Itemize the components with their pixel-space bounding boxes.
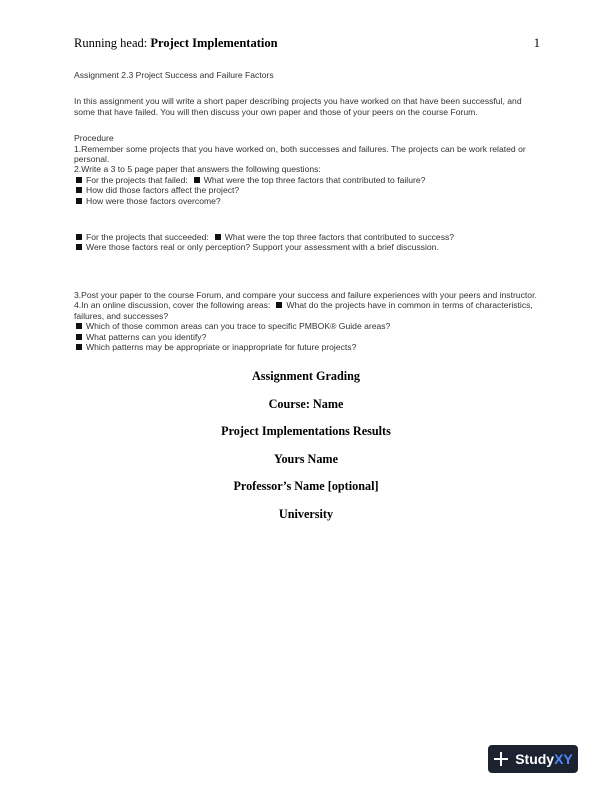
list-item: What patterns can you identify? [74, 332, 544, 342]
procedure-step-2: 2.Write a 3 to 5 page paper that answers the following questions: [74, 164, 321, 175]
list-item: How were those factors overcome? [74, 196, 544, 206]
bullet-icon [76, 198, 82, 204]
bullet-icon [76, 234, 82, 240]
list-item: For the projects that succeeded: What were the top three factors that contributed to success? [74, 232, 544, 242]
cover-line-professor: Professor’s Name [optional] [233, 479, 379, 493]
assignment-title: Assignment 2.3 Project Success and Failure Factors [74, 70, 274, 80]
running-head-label: Running head: [74, 36, 151, 50]
bullet-icon [76, 344, 82, 350]
cover-line-assignment: Assignment Grading [251, 369, 360, 383]
list-item: How did those factors affect the project? [74, 185, 544, 195]
cover-line-author: Yours Name [274, 451, 338, 466]
list-item: Were those factors real or only perception? Support your assessment with a brief discussion. [74, 242, 544, 252]
plus-icon [493, 751, 509, 767]
cover-line-course: Course: Name [268, 396, 344, 411]
list-item: For the projects that failed: What were the top three factors that contributed to failure? [74, 175, 544, 185]
procedure-heading: Procedure [74, 133, 114, 144]
studyxy-logo [488, 745, 578, 773]
page-number: 1 [533, 36, 540, 50]
running-head-title: Project Implementation [150, 36, 278, 50]
bullet-icon [76, 244, 82, 250]
title-page-block [0, 369, 612, 534]
cover-line-title: Project Implementations Results [221, 424, 391, 438]
list-item: Which patterns may be appropriate or inappropriate for future projects? [74, 342, 544, 352]
procedure-step-1: 1.Remember some projects that you have worked on, both successes and failures. The projects can be work related or personal. [74, 143, 526, 165]
assignment-intro: In this assignment you will write a short paper describing projects you have worked on that have been successful, and some that have failed. You will then discuss your own paper and those of your peers on the course Forum. [74, 96, 522, 117]
procedure-step-4: 4.In an online discussion, cover the following areas: What do the projects have in common in terms of characteristics, failures, and successes? [74, 300, 533, 321]
cover-line-university: University [278, 506, 334, 521]
bullet-icon [194, 177, 200, 183]
bullet-icon [76, 187, 82, 193]
bullet-icon [76, 334, 82, 340]
running-head [74, 36, 540, 51]
procedure-step-3: 3.Post your paper to the course Forum, and compare your success and failure experiences with your peers and instructor. [74, 289, 537, 300]
bullet-icon [76, 177, 82, 183]
bullet-icon [76, 323, 82, 329]
bullet-icon [215, 234, 221, 240]
logo-wordmark: StudyXY [515, 751, 573, 767]
bullet-icon [276, 302, 282, 308]
assignment-body [74, 70, 544, 352]
list-item: Which of those common areas can you trace to specific PMBOK® Guide areas? [74, 321, 544, 331]
